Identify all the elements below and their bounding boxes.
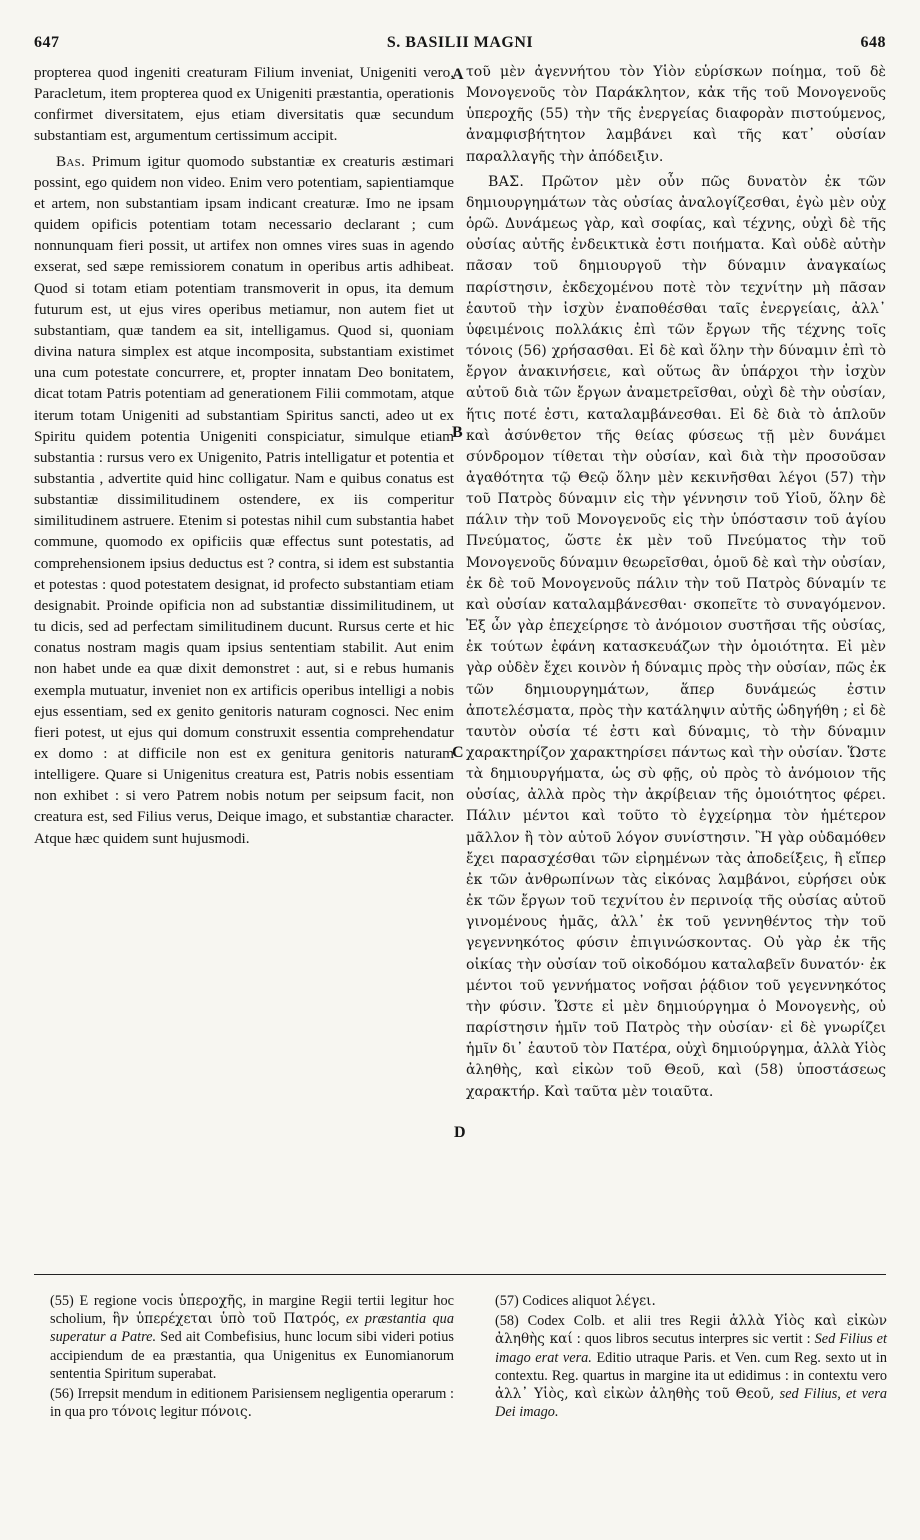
footnote-56: (56) Irrepsit mendum in editionem Parisiensem negligentia operarum : in qua pro τόνοις legitur πόνοις.: [50, 1386, 454, 1421]
page-number-right: 648: [860, 34, 886, 51]
latin-paragraph-2-text: Primum igitur quomodo substantiæ ex creaturis æstimari possint, ego quidem non video. Enim vero potentiam, sapientiamque et artem, non substantiam ipsam indicant creaturæ. Imo ne ipsam quidem opificis potentiam totam necessario declarant ; cum nonnunquam fieri possit, ut artifex non omnes vires suas in agendo exserat, sed sæpe remissiorem conatum in operibus artis adhibeat. Quod si totam etiam potentiam transmoverit in opus, ita demum futurum est, ut ejus vires operibus metiamur, non autem fiet ut substantiam, quæ tandem ea sit, intelligamus. Quod si, quoniam divina natura simplex est atque incomposita, substantiam existimet una cum potestate concurrere, et, propter innatam Deo bonitatem, dicat totam Patris potentiam ad generationem Filii commotam, atque iterum totam Unigeniti ad substantiam Spiritus sancti, adeo ut ex Spiritu quidem potentia Unigeniti conspiciatur, simulque etiam substantia : rursus vero ex Unigenito, Patris intelligatur et potentia et substantia , advertite quid hinc colligatur. Nam e quibus conatus est substantiæ dissimilitudinem ostendere, ex iis comperitur similitudinem astruere. Etenim si potestas nihil cum substantia habet commune, quomodo ex opificiis quæ effectus sunt potestatis, ad comprehensionem ipsius deductus est ? contra, si idem est substantia et potestas : quod potestatem designat, id profecto substantiam etiam designabit. Proinde opificia non ad substantiæ dissimilitudinem, ut tu dicis, sed ad perfectam similitudinem ducunt. Rursus certe et hic conatus nostram magis quam ipsius sententiam stabilit. Aut enim non habet unde ea quæ dixit demonstret : aut, si e rebus humanis exempla mutuatur, inveniet non ex artificis operibus intelligi a nobis ejus essentiam, sed ex genito genitoris naturam cognosci. Nec enim fieri potest, ut ejus qui domum construxit essentia comprehendatur ex domo : at difficile non est ex genitura genitoris naturam intelligere. Quare si Unigenitus creatura est, Patris nobis essentiam non exhibet : si vero Patrem nobis notum per seipsum facit, non creatura est, sed Filius verus, Deique imago, et substantiæ character. Atque hæc quidem sunt hujusmodi.: [34, 152, 454, 847]
margin-marker-a: A: [452, 66, 464, 83]
latin-paragraph-2: [34, 151, 454, 849]
footnotes-right: [495, 1292, 887, 1423]
margin-marker-b: B: [452, 424, 463, 441]
running-title: S. BASILII MAGNI: [386, 34, 534, 51]
greek-column: [466, 62, 886, 1107]
greek-paragraph-2: [466, 172, 886, 1103]
latin-column: [34, 62, 454, 853]
footnote-58: (58) Codex Colb. et alii tres Regii ἀλλὰ Υἱὸς καὶ εἰκὼν ἀληθὴς καί : quos libros secutus interpres sic vertit : Sed Filius et imago erat vera. Editio utraque Paris. et Ven. cum Reg. sexto ut in contextu. Reg. quartus in margine ita ut edidimus : in contextu vero ἀλλ᾽ Υἱὸς, καὶ εἰκὼν ἀληθὴς τοῦ Θεοῦ, sed Filius, et vera Dei imago.: [495, 1313, 887, 1421]
footnote-55: (55) E regione vocis ὑπεροχῆς, in margine Regii tertii legitur hoc scholium, ἣν ὑπερέχεται ὑπὸ τοῦ Πατρός, ex præstantia qua superatur a Patre. Sed ait Combefisius, hunc locum sibi videri potius accipiendum de ea præstantia, qua Unigenitus ex Eunomianorum sententia Spiritum superabat.: [50, 1293, 454, 1382]
footnotes-left: [50, 1292, 454, 1423]
footnote-rule: [34, 1274, 886, 1275]
margin-marker-c: C: [452, 744, 464, 761]
footnote-57: (57) Codices aliquot λέγει.: [495, 1293, 656, 1309]
latin-paragraph-1: propterea quod ingeniti creaturam Filium inveniat, Unigeniti vero, Paracletum, item propterea quod ex Unigeniti præstantia, operationis confirmet diversitatem, ejus etiam diversitatis quæ secundum substantiam est, argumentum certissimum accipit.: [34, 64, 454, 145]
margin-marker-d: D: [454, 1124, 466, 1141]
latin-speaker: Bas.: [56, 152, 86, 170]
page-number-left: 647: [34, 34, 60, 51]
greek-paragraph-2-text: Πρῶτον μὲν οὖν πῶς δυνατὸν ἐκ τῶν δημιουργημάτων τὰς οὐσίας ἀναλογίζεσθαι, ἐγὼ μὲν οὐχ ὁρῶ. Δυνάμεως γὰρ, καὶ σοφίας, καὶ τέχνης, οὐχὶ δὲ τῆς οὐσίας αὐτῆς ἐνδεικτικὰ ἐστι ποιήματα. Καὶ οὐδὲ αὐτὴν πᾶσαν τοῦ δημιουργοῦ τὴν δύναμιν ἀναγκαίως παρίστησιν, ἐκδεχομένου ποτὲ τὸν τεχνίτην μὴ πᾶσαν ἑαυτοῦ τὴν ἰσχὺν ἐναποθέσθαι ταῖς ἐνεργείαις, ἀλλ᾽ ὑφειμένοις πολλάκις ἐπὶ τῶν ἔργων τῆς τέχνης τοῖς τόνοις (56) χρήσασθαι. Εἰ δὲ καὶ ὅλην τὴν δύναμιν ἐπὶ τὸ ἔργον ἀνακινήσειε, καὶ οὕτως ἂν ὑπάρχοι τὴν ἰσχὺν αὐτοῦ διὰ τῶν ἔργων ἀναμετρεῖσθαι, οὐχὶ δὲ τὴν οὐσίαν, ἥτις ποτέ ἐστι, καταλαμβάνεσθαι. Εἰ δὲ διὰ τὸ ἁπλοῦν καὶ ἀσύνθετον τῆς θείας φύσεως τῇ μὲν δυνάμει σύνδρομον τίθεται τὴν οὐσίαν, καὶ διὰ τὴν προσοῦσαν ἀγαθότητα τῷ Θεῷ ὅλην μὲν κεκινῆσθαι λέγοι (57) τὴν τοῦ Πατρὸς δύναμιν εἰς τὴν γέννησιν τοῦ Υἱοῦ, ὅλην δὲ πάλιν τὴν τοῦ Μονογενοῦς εἰς τὴν ὑπόστασιν τοῦ ἁγίου Πνεύματος, ὥστε ἐκ μὲν τοῦ Πνεύματος τὴν τοῦ Μονογενοῦς δύναμιν θεωρεῖσθαι, ὁμοῦ δὲ καὶ τὴν οὐσίαν, ἐκ δὲ τοῦ Μονογενοῦς πάλιν τὴν τοῦ Πατρὸς δύναμίν τε καὶ οὐσίαν καταλαμβάνεσθαι· σκοπεῖτε τὸ συναγόμενον. Ἐξ ὧν γὰρ ἐπεχείρησε τὸ ἀνόμοιον συστῆσαι τῆς οὐσίας, ἐκ τούτων ἐφάνη κατασκευάζων τὴν ὁμοιότητα. Εἰ μὲν γὰρ οὐδὲν ἔχει κοινὸν ἡ δύναμις πρὸς τὴν οὐσίαν, πῶς ἐκ τῶν δημιουργημάτων, ἅπερ δυνάμεώς ἐστιν ἀποτελέσματα, πρὸς τὴν κατάληψιν αὐτῆς ὡδηγήθη ; εἰ δὲ ταυτὸν οὐσία τέ ἐστι καὶ δύναμις, τὸ τὴν δύναμιν χαρακτηρίζον χαρακτηρίσει πάντως καὶ τὴν οὐσίαν. Ὥστε τὰ δημιουργήματα, ὡς σὺ φῇς, οὐ πρὸς τὸ ἀνόμοιον τῆς οὐσίας, ἀλλὰ πρὸς τὴν ἀκρίβειαν τῆς ὁμοιότητος φέρει. Πάλιν μέντοι καὶ τοῦτο τὸ ἐγχείρημα τὸν ἡμέτερον μᾶλλον ἢ τὸν αὐτοῦ λόγον συνίστησιν. Ἢ γὰρ οὐδαμόθεν ἔχει παρασχέσθαι τῶν εἰρημένων τὰς ἀποδείξεις, ἢ εἴπερ ἐκ τῶν ἀνθρωπίνων τὰς εἰκόνας λαμβάνοι, εὑρήσει οὐκ ἐκ τῶν ἔργων τοῦ τεχνίτου ἐν περινοίᾳ τῆς οὐσίας αὐτοῦ γινομένους ἡμᾶς, ἀλλ᾽ ἐκ τοῦ γεννηθέντος τὴν τοῦ γεγεννηκότος φύσιν ἐπιγινώσκοντας. Οὐ γὰρ ἐκ τῆς οἰκίας τὴν οὐσίαν τοῦ οἰκοδόμου καταλαβεῖν δυνατόν· ἐκ μέντοι τοῦ γεννήματος νοῆσαι ῥᾴδιον τοῦ γεγεννηκότος τὴν φύσιν. Ὥστε εἰ μὲν δημιούργημα ὁ Μονογενὴς, οὐ παρίστησιν ἡμῖν τοῦ Πατρὸς τὴν οὐσίαν· εἰ δὲ γνωρίζει ἡμῖν δι᾽ ἑαυτοῦ τὸν Πατέρα, οὐχὶ δημιούργημα, ἀλλὰ Υἱὸς ἀληθὴς, καὶ εἰκὼν τοῦ Θεοῦ, καὶ (58) ὑποστάσεως χαρακτήρ. Καὶ ταῦτα μὲν τοιαῦτα.: [466, 173, 886, 1100]
greek-paragraph-1: τοῦ μὲν ἀγεννήτου τὸν Υἱὸν εὑρίσκων ποίημα, τοῦ δὲ Μονογενοῦς τὸν Παράκλητον, κἀκ τῆς τοῦ Μονογενοῦς ὑπεροχῆς (55) τὴν τῆς ἐνεργείας διαφορὰν πιστούμενος, ἀναμφισβήτητον λαμβάνει καὶ τῆς κατ᾽ οὐσίαν παραλλαγῆς τὴν ἀπόδειξιν.: [466, 64, 886, 165]
greek-speaker: ΒΑΣ.: [488, 173, 525, 190]
page-header: [30, 30, 890, 58]
